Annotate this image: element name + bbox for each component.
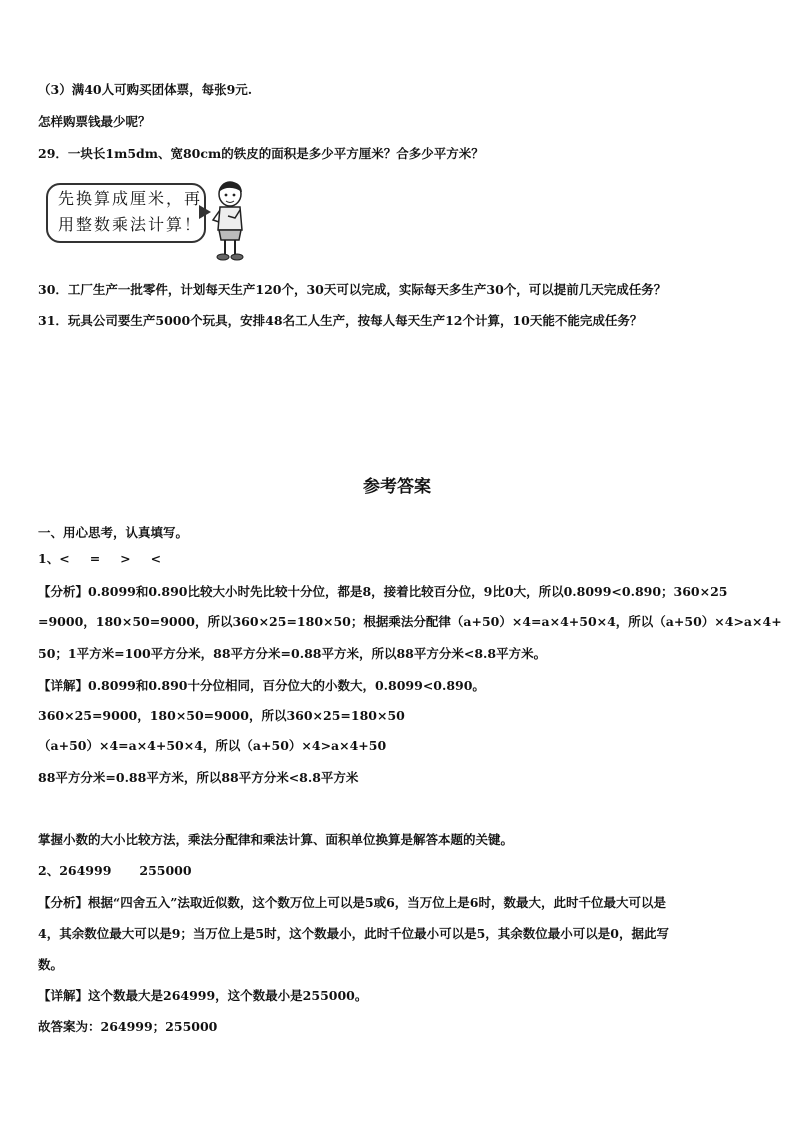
answer-1-detail-line-3: （a+50）×4=a×4+50×4，所以（a+50）×4>a×4+50 bbox=[38, 738, 387, 753]
boy-illustration bbox=[205, 180, 255, 262]
question-28-prompt: 怎样购票钱最少呢？ bbox=[38, 114, 151, 129]
question-28-part-3: （3）满40人可购买团体票，每张9元. bbox=[38, 82, 253, 97]
answer-2-final: 故答案为：264999；255000 bbox=[38, 1019, 218, 1034]
answer-2 bbox=[38, 863, 192, 879]
question-30: 30．工厂生产一批零件，计划每天生产120个，30天可以完成，实际每天多生产30个，可以提前几天完成任务？ bbox=[38, 282, 667, 297]
answer-2-value-1: 264999 bbox=[59, 863, 112, 878]
answer-2-analysis-line-1: 【分析】根据“四舍五入”法取近似数，这个数万位上可以是5或6，当万位上是6时，数最大，此时千位最大可以是 bbox=[38, 895, 666, 910]
answer-1-summary: 掌握小数的大小比较方法，乘法分配律和乘法计算、面积单位换算是解答本题的关键。 bbox=[38, 832, 514, 847]
answer-2-value-2: 255000 bbox=[139, 863, 192, 878]
answer-1-blank-2: = bbox=[89, 551, 101, 566]
answer-2-analysis-line-2: 4，其余数位最大可以是9；当万位上是5时，这个数最小，此时千位最小可以是5，其余数位最小可以是0，据此写 bbox=[38, 926, 669, 941]
answer-1-blank-4: < bbox=[150, 551, 162, 566]
answer-1-detail-line-1: 【详解】0.8099和0.890十分位相同，百分位大的小数大，0.8099<0.890。 bbox=[38, 678, 485, 693]
answer-2-detail: 【详解】这个数最大是264999，这个数最小是255000。 bbox=[38, 988, 368, 1003]
answer-1-analysis-line-2: =9000，180×50=9000，所以360×25=180×50；根据乘法分配律（a+50）×4=a×4+50×4，所以（a+50）×4>a×4+ bbox=[38, 614, 782, 629]
answers-title: 参考答案 bbox=[363, 477, 431, 497]
answer-1-detail-line-2: 360×25=9000，180×50=9000，所以360×25=180×50 bbox=[38, 708, 405, 723]
answer-1-detail-line-4: 88平方分米=0.88平方米，所以88平方分米<8.8平方米 bbox=[38, 770, 359, 785]
answer-2-number: 2、 bbox=[38, 863, 60, 878]
answer-1 bbox=[38, 551, 161, 567]
answer-1-blank-1: < bbox=[59, 551, 70, 566]
question-31: 31．玩具公司要生产5000个玩具，安排48名工人生产，按每人每天生产12个计算，10天能不能完成任务？ bbox=[38, 313, 643, 328]
answer-1-analysis-line-1: 【分析】0.8099和0.890比较大小时先比较十分位，都是8，接着比较百分位，9比0大，所以0.8099<0.890；360×25 bbox=[38, 584, 728, 599]
answer-1-number: 1、 bbox=[38, 551, 60, 566]
speech-bubble-line-2: 用整数乘法计算！ bbox=[58, 215, 203, 234]
speech-bubble-line-1: 先换算成厘米，再 bbox=[58, 189, 203, 208]
answer-1-blank-3: > bbox=[120, 551, 131, 566]
answer-1-analysis-line-3: 50；1平方米=100平方分米，88平方分米=0.88平方米，所以88平方分米<8.8平方米。 bbox=[38, 646, 547, 661]
answer-2-analysis-line-3: 数。 bbox=[38, 957, 64, 972]
section-1-heading: 一、用心思考，认真填写。 bbox=[38, 525, 189, 540]
question-29: 29．一块长1m5dm、宽80cm的铁皮的面积是多少平方厘米？合多少平方米？ bbox=[38, 146, 484, 161]
